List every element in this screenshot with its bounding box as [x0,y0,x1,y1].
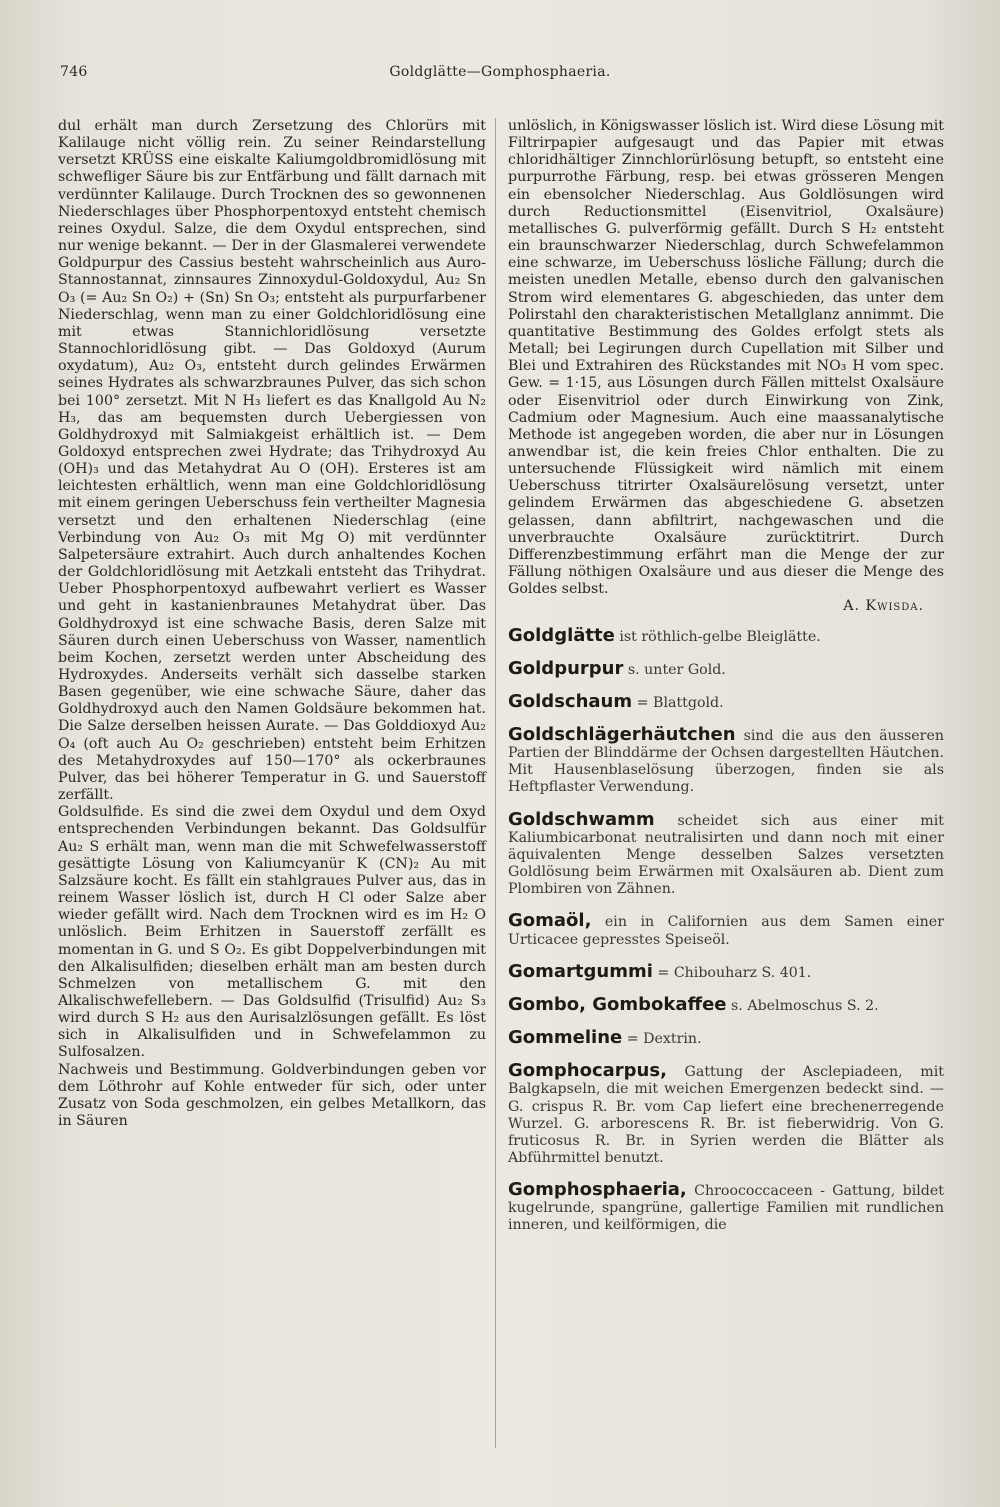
entry-headword: Goldglätte [508,624,615,646]
entry-gombo [508,993,944,1015]
entry-gomphosphaeria [508,1181,944,1234]
right-column [508,118,944,1235]
entry-text: Chroococcaceen - Gattung, bildet kugelrunde, spangrüne, gallertige Familien mit rundlichen inneren, und keilförmigen, die [508,1183,944,1234]
entry-text: Gattung der Asclepiadeen, mit Balgkapseln, die mit weichen Emergenzen bedeckt sind. — G. crispus R. Br. vom Cap liefert eine brechenerregende Wurzel. G. arborescens R. Br. ist fieberwidrig. Von G. fruticosus R. Br. in Syrien werden die Blätter als Abführmittel benutzt. [508,1064,944,1166]
entry-text: = Blattgold. [632,694,724,711]
entry-headword: Gombo, Gombokaffee [508,993,727,1015]
entry-headword: Gomphosphaeria, [508,1179,687,1201]
entry-headword: Gommeline [508,1027,623,1049]
entry-text: = Chibouharz S. 401. [652,964,812,981]
entry-gomartgummi [508,960,944,982]
entry-headword: Goldpurpur [508,657,624,679]
entry-headword: Goldschlägerhäutchen [508,724,736,745]
page-header [60,64,940,90]
entry-goldpurpur [508,657,944,679]
entry-goldschwamm [508,808,944,899]
entry-text: sind die aus den äusseren Partien der Blinddärme der Ochsen dargestellten Häutchen. Mit Hausenblaselösung überzogen, finden sie als Heftpflaster Verwendung. [508,728,944,796]
entry-text: scheidet sich aus einer mit Kaliumbicarbonat neutralisirten und dann noch mit einer äquivalenten Menge desselben Salzes versetzten Goldlösung beim Erwärmen mit Oxalsäuren ab. Dient zum Plombiren von Zähnen. [508,812,944,898]
left-column [58,118,486,1130]
page-number: 746 [60,64,88,80]
entry-goldglaette [508,624,944,646]
entry-goldschaum [508,690,944,712]
left-paragraph-sulfides: Goldsulfide. Es sind die zwei dem Oxydul und dem Oxyd entsprechenden Verbindungen bekannt. Das Goldsulfür Au₂ S erhält man, wenn man die mit Schwefelwasserstoff gesättigte Lösung von Kaliumcyanür K (CN)₂ Au mit Salzsäure kocht. Es fällt ein stahlgraues Pulver aus, das in reinem Wasser löslich ist, durch H Cl oder Salze aber wieder gefällt wird. Nach dem Trocknen wird es im H₂ O unlöslich. Beim Erhitzen in Sauerstoff zerfällt es momentan in G. und S O₂. Es gibt Doppelverbindungen mit den Alkalisulfiden; dieselben erhält man am besten durch Schmelzen von metallischem G. mit den Alkalischwefellebern. — Das Goldsulfid (Trisulfid) Au₂ S₃ wird durch S H₂ aus den Aurisalzlösungen gefällt. Es löst sich in Alkalisulfiden und in Schwefelammon zu Sulfosalzen. [58,804,486,1061]
entry-gommeline [508,1029,944,1048]
entry-headword: Gomphocarpus, [508,1060,667,1082]
entry-text: = Dextrin. [622,1031,702,1048]
entry-headword: Goldschaum [508,690,633,712]
left-paragraph-oxides: dul erhält man durch Zersetzung des Chlorürs mit Kalilauge nicht völlig rein. Zu seiner Reindarstellung versetzt KRÜSS eine eiskalte Kaliumgoldbromidlösung mit schwefliger Säure bis zur Entfärbung und fällt darnach mit verdünnter Kalilauge. Durch Trocknen des so gewonnenen Niederschlages über Phosphorpentoxyd entsteht chemisch reines Oxydul. Salze, die dem Oxydul entsprechen, sind nur wenige bekannt. — Der in der Glasmalerei verwendete Goldpurpur des Cassius besteht wahrscheinlich aus Auro-Stannostannat, zinnsaures Zinnoxydul-Goldoxydul, Au₂ Sn O₃ (= Au₂ Sn O₂) + (Sn) Sn O₃; entsteht als purpurfarbener Niederschlag, wenn man zu einer Goldchloridlösung eine mit etwas Stannichloridlösung versetzte Stannochloridlösung gibt. — Das Goldoxyd (Aurum oxydatum), Au₂ O₃, entsteht durch gelindes Erwärmen seines Hydrates als schwarzbraunes Pulver, das sich schon bei 100° zersetzt. Mit N H₃ liefert es das Knallgold Au N₂ H₃, das am bequemsten durch Uebergiessen von Goldhydroxyd mit Salmiakgeist erhältlich ist. — Dem Goldoxyd entsprechen zwei Hydrate; das Trihydroxyd Au (OH)₃ und das Metahydrat Au O (OH). Ersteres ist am leichtesten erhältlich, wenn man eine Goldchloridlösung mit einem geringen Ueberschuss fein vertheilter Magnesia versetzt und den erhaltenen Niederschlag (eine Verbindung von Au₂ O₃ mit Mg O) mit verdünnter Salpetersäure extrahirt. Auch durch anhaltendes Kochen der Goldchloridlösung mit Aetzkali entsteht das Trihydrat. Ueber Phosphorpentoxyd aufbewahrt verliert es Wasser und geht in kastanienbraunes Metahydrat über. Das Goldhydroxyd ist eine schwache Basis, deren Salze mit Säuren durch einen Ueberschuss von Wasser, namentlich beim Kochen, zersetzt werden unter Abscheidung des Hydroxydes. Anderseits verhält sich dasselbe starken Basen gegenüber, wie eine schwache Säure, daher das Goldhydroxyd auch den Namen Goldsäure bekommen hat. Die Salze derselben heissen Aurate. — Das Golddioxyd Au₂ O₄ (oft auch Au O₂ geschrieben) entsteht beim Erhitzen des Metahydroxydes auf 150—170° als ockerbraunes Pulver, das bei höherer Temperatur in G. und Sauerstoff zerfällt. [58,118,486,804]
entry-text: ist röthlich-gelbe Bleiglätte. [614,628,821,645]
entry-text: s. unter Gold. [623,661,726,678]
entry-goldschlaegerhaeutchen [508,726,944,797]
left-paragraph-detection: Nachweis und Bestimmung. Goldverbindungen geben vor dem Löthrohr auf Kohle entweder für sich, oder unter Zusatz von Soda geschmolzen, ein gelbes Metallkorn, das in Säuren [58,1061,486,1130]
column-divider [495,118,496,1448]
running-head: Goldglätte—Gomphosphaeria. [389,64,611,80]
entry-text: s. Abelmoschus S. 2. [726,997,879,1014]
entry-headword: Gomartgummi [508,960,653,982]
entry-headword: Gomaöl, [508,910,592,932]
right-paragraph-continuation: unlöslich, in Königswasser löslich ist. Wird diese Lösung mit Filtrirpapier aufgesaugt und das Papier mit etwas chloridhältiger Zinnchlorürlösung betupft, so entsteht eine purpurrothe Färbung, resp. bei etwas grösseren Mengen ein ebensolcher Niederschlag. Aus Goldlösungen wird durch Reductionsmittel (Eisenvitriol, Oxalsäure) metallisches G. pulverförmig gefällt. Durch S H₂ entsteht ein braunschwarzer Niederschlag, durch Schwefelammon eine schwarze, im Ueberschuss lösliche Fällung; durch die meisten unedlen Metalle, ebenso durch den galvanischen Strom wird elementares G. abgeschieden, das unter dem Polirstahl den charakteristischen Metallglanz annimmt. Die quantitative Bestimmung des Goldes erfolgt stets als Metall; bei Legirungen durch Cupellation mit Silber und Blei und Extrahiren des Rückstandes mit NO₃ H vom spec. Gew. = 1·15, aus Lösungen durch Fällen mittelst Oxalsäure oder Eisenvitriol oder durch Einwirkung von Zink, Cadmium oder Magnesium. Auch eine maassanalytische Methode ist angegeben worden, die aber nur in Lösungen anwendbar ist, die kein freies Chlor enthalten. Die zu untersuchende Flüssigkeit wird nämlich mit einem Ueberschuss titrirter Oxalsäurelösung versetzt, unter gelindem Erwärmen das abgeschiedene G. absetzen gelassen, dann abfiltrirt, nachgewaschen und die unverbrauchte Oxalsäure zurücktitrirt. Durch Differenzbestimmung erfährt man die Menge der zur Fällung nöthigen Oxalsäure und aus dieser die Menge des Goldes selbst. [508,118,944,598]
entry-text: ein in Californien aus dem Samen einer Urticacee gepresstes Speiseöl. [508,914,944,948]
entry-headword: Goldschwamm [508,808,655,830]
entry-gomphocarpus [508,1062,944,1167]
entry-gomaoel [508,912,944,948]
author-signature: A. Kwisda. [843,598,924,615]
